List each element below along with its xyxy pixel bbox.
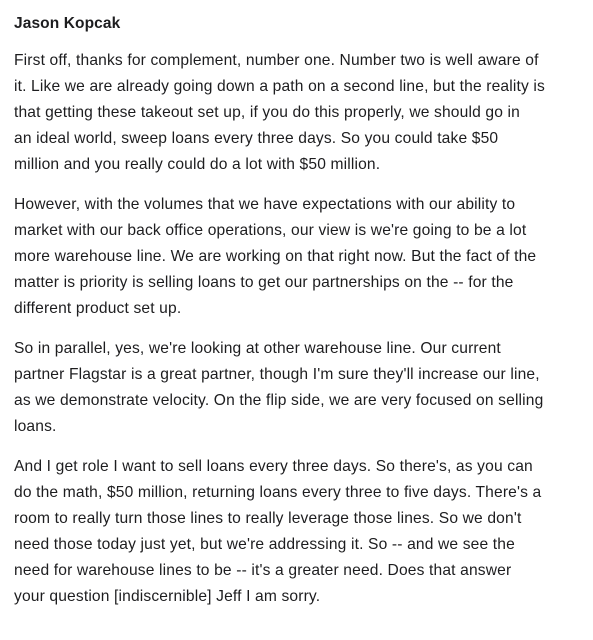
transcript-paragraph-2 (14, 192, 581, 322)
text-line: And I get role I want to sell loans every three days. So there's, as you can (14, 458, 533, 475)
text-line: matter is priority is selling loans to get our partnerships on the -- for the (14, 274, 514, 291)
text-line: market with our back office operations, our view is we're going to be a lot (14, 222, 527, 239)
transcript-paragraph-4 (14, 454, 581, 610)
text-line: it. Like we are already going down a path on a second line, but the reality is (14, 78, 545, 95)
text-line: more warehouse line. We are working on that right now. But the fact of the (14, 248, 537, 265)
text-line: room to really turn those lines to really leverage those lines. So we don't (14, 510, 522, 527)
text-line: your question [indiscernible] Jeff I am sorry. (14, 588, 321, 605)
text-line: However, with the volumes that we have expectations with our ability to (14, 196, 516, 213)
text-line: million and you really could do a lot with $50 million. (14, 156, 381, 173)
text-line: an ideal world, sweep loans every three days. So you could take $50 (14, 130, 499, 147)
speaker-name: Jason Kopcak (14, 15, 121, 32)
text-line: need those today just yet, but we're addressing it. So -- and we see the (14, 536, 515, 553)
text-line: that getting these takeout set up, if you do this properly, we should go in (14, 104, 520, 121)
transcript-paragraph-1 (14, 48, 581, 178)
text-line: need for warehouse lines to be -- it's a greater need. Does that answer (14, 562, 512, 579)
text-line: as we demonstrate velocity. On the flip side, we are very focused on selling (14, 392, 544, 409)
text-line: loans. (14, 418, 57, 435)
text-line: So in parallel, yes, we're looking at other warehouse line. Our current (14, 340, 501, 357)
transcript-paragraph-3 (14, 336, 581, 440)
text-line: do the math, $50 million, returning loans every three to five days. There's a (14, 484, 542, 501)
text-line: partner Flagstar is a great partner, though I'm sure they'll increase our line, (14, 366, 540, 383)
text-line: different product set up. (14, 300, 182, 317)
text-line: First off, thanks for complement, number one. Number two is well aware of (14, 52, 539, 69)
